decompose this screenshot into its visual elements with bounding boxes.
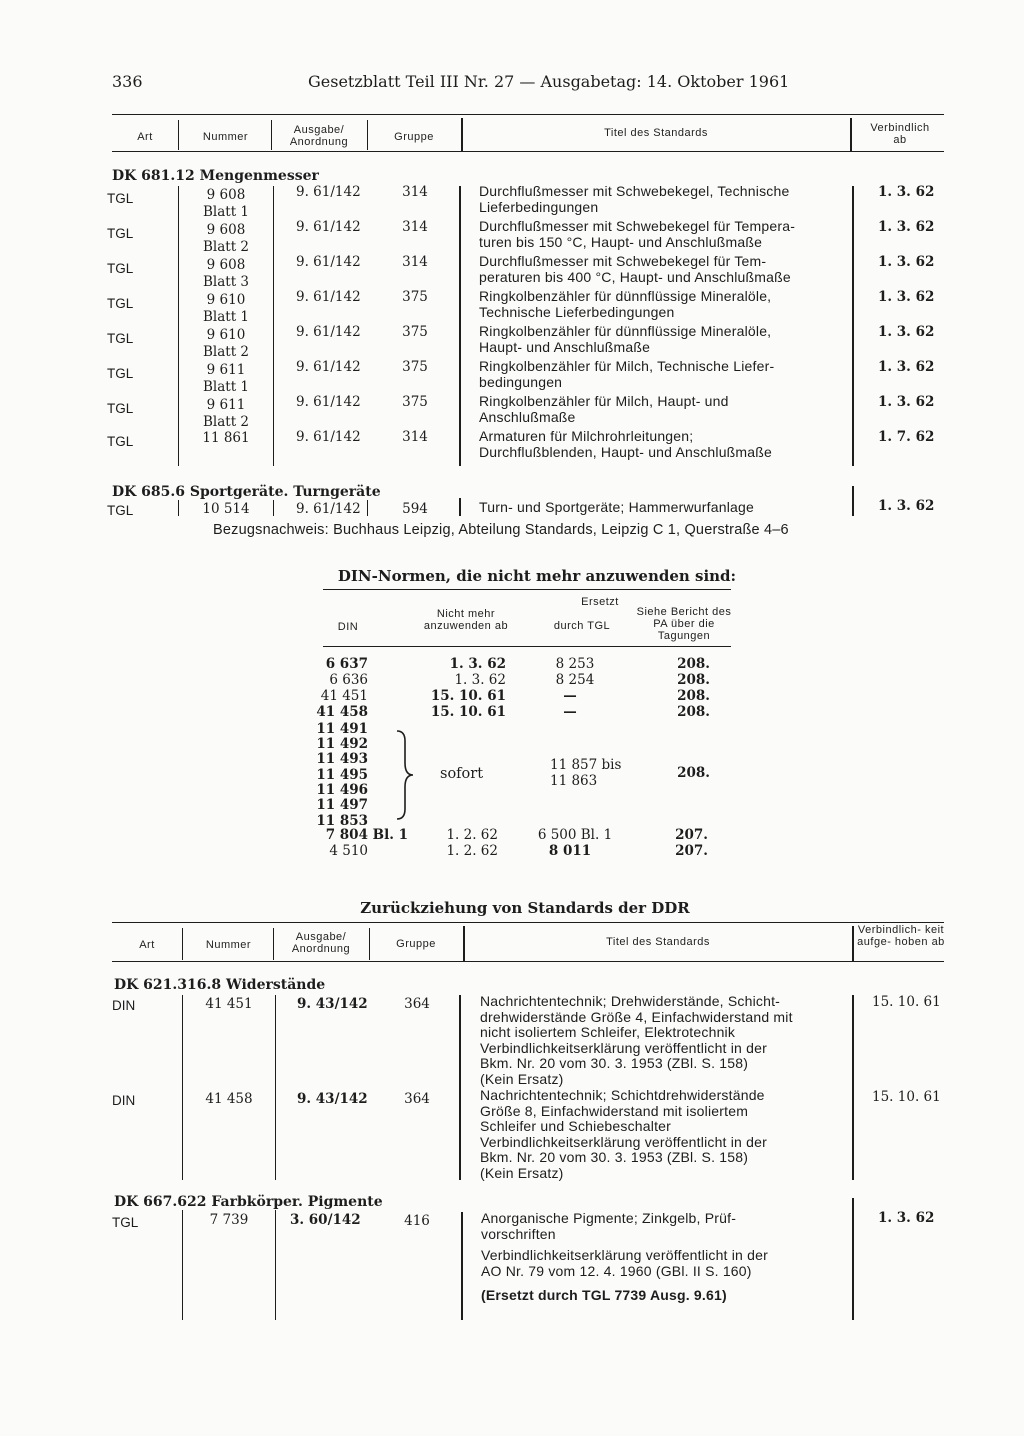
cell-titel-line: (Ersetzt durch TGL 7739 Ausg. 9.61) bbox=[481, 1287, 727, 1303]
din-group-number: 11 493 bbox=[316, 751, 368, 767]
din-cell-siehe: 207. bbox=[675, 843, 708, 859]
cell-titel-line: Armaturen für Milchrohrleitungen; bbox=[479, 428, 694, 444]
din-cell-ab: 1. 2. 62 bbox=[446, 843, 498, 859]
cell-nummer: 9 610 bbox=[206, 292, 246, 308]
cell-titel-line: bedingungen bbox=[479, 374, 563, 390]
table-row bbox=[0, 392, 1024, 428]
table-row bbox=[0, 1210, 1024, 1310]
din-cell-siehe: 208. bbox=[677, 704, 710, 720]
t2-col-header-ausgabe: Ausgabe/ Anordnung bbox=[291, 931, 351, 955]
din-cell-number: 4 510 bbox=[329, 843, 368, 859]
table2-header-divider bbox=[273, 928, 274, 960]
col-header-nummer: Nummer bbox=[202, 131, 249, 143]
table2-header-divider bbox=[852, 926, 854, 961]
cell-art: TGL bbox=[107, 366, 134, 381]
cell-titel-line: Turn- und Sportgeräte; Hammerwurfanlage bbox=[479, 499, 754, 515]
cell-titel-line: (Kein Ersatz) bbox=[480, 1164, 564, 1181]
cell-art: TGL bbox=[107, 191, 134, 206]
cell-titel-line: Durchflußmesser mit Schwebekegel, Technische bbox=[479, 183, 790, 199]
cell-ausgabe: 9. 61/142 bbox=[296, 324, 361, 340]
cell-blatt: Blatt 1 bbox=[202, 204, 250, 220]
cell-ausgabe: 9. 61/142 bbox=[296, 184, 361, 200]
cell-art: TGL bbox=[107, 401, 134, 416]
t2-col-header-nummer: Nummer bbox=[205, 939, 252, 951]
cell-art: TGL bbox=[107, 261, 134, 276]
cell-ausgabe: 9. 43/142 bbox=[297, 996, 368, 1012]
table2-header-divider bbox=[182, 928, 183, 960]
cell-nummer: 9 608 bbox=[206, 222, 246, 238]
din-col-header-ersetzt-top: Ersetzt bbox=[581, 596, 619, 608]
cell-gruppe: 375 bbox=[402, 394, 428, 410]
section-label-widerstaende: DK 621.316.8 Widerstände bbox=[114, 977, 326, 993]
cell-nummer: 9 611 bbox=[206, 397, 246, 413]
cell-art: TGL bbox=[107, 331, 134, 346]
cell-gruppe: 364 bbox=[404, 996, 430, 1012]
cell-art: TGL bbox=[107, 226, 134, 241]
t2-col-header-aufgehoben: Verbindlich- keit aufge- hoben ab bbox=[857, 924, 945, 948]
cell-nummer: 11 861 bbox=[202, 430, 250, 446]
cell-verbindlich: 1. 3. 62 bbox=[878, 254, 935, 270]
din-group-tgl: 11 863 bbox=[550, 773, 598, 789]
din-cell-tgl: — bbox=[563, 704, 577, 720]
cell-aufgehoben: 15. 10. 61 bbox=[872, 994, 941, 1010]
din-heading: DIN-Normen, die nicht mehr anzuwenden sind: bbox=[337, 567, 737, 585]
din-col-header-din: DIN bbox=[337, 621, 359, 633]
table1-header-divider bbox=[850, 118, 852, 152]
table-row bbox=[0, 217, 1024, 253]
cell-titel-line: drehwiderstände Größe 4, Einfachwiderstand mit bbox=[480, 1008, 793, 1025]
t2-col-header-gruppe: Gruppe bbox=[396, 938, 436, 950]
table-row bbox=[0, 1088, 1024, 1182]
col-header-verbindlich: Verbindlich ab bbox=[870, 122, 930, 146]
col-header-titel: Titel des Standards bbox=[604, 127, 708, 139]
table-row bbox=[0, 994, 1024, 1088]
cell-art: TGL bbox=[107, 503, 134, 518]
din-cell-tgl: 8 011 bbox=[548, 843, 592, 859]
din-col-header-ersetzt: durch TGL bbox=[553, 620, 611, 632]
cell-verbindlich: 1. 3. 62 bbox=[878, 498, 935, 514]
cell-ausgabe: 9. 61/142 bbox=[296, 289, 361, 305]
din-cell-tgl: — bbox=[563, 688, 577, 704]
brace-icon bbox=[393, 729, 417, 821]
cell-titel-line: turen bis 150 °C, Haupt- und Anschlußmaße bbox=[479, 234, 763, 250]
cell-nummer: 9 608 bbox=[206, 187, 246, 203]
section-label-sportgeraete: DK 685.6 Sportgeräte. Turngeräte bbox=[112, 484, 381, 500]
cell-titel-line: vorschriften bbox=[481, 1226, 556, 1242]
din-group-number: 11 495 bbox=[316, 767, 368, 783]
table1-header-rule bbox=[112, 151, 944, 152]
cell-nummer: 7 739 bbox=[209, 1212, 249, 1228]
cell-titel-line: Haupt- und Anschlußmaße bbox=[479, 339, 651, 355]
cell-titel-line: Bkm. Nr. 20 vom 30. 3. 1953 (ZBl. S. 158) bbox=[480, 1055, 749, 1071]
cell-ausgabe: 9. 61/142 bbox=[296, 254, 361, 270]
col-header-art: Art bbox=[137, 131, 153, 143]
cell-titel-line: Durchflußmesser mit Schwebekegel für Tem- bbox=[479, 253, 767, 269]
table-row bbox=[0, 673, 1024, 689]
cell-ausgabe: 3. 60/142 bbox=[290, 1212, 361, 1228]
cell-gruppe: 375 bbox=[402, 359, 428, 375]
table2-top-rule bbox=[112, 922, 944, 923]
din-group-number: 11 492 bbox=[316, 736, 368, 752]
din-cell-tgl: 8 254 bbox=[555, 672, 595, 688]
cell-art: DIN bbox=[112, 998, 136, 1013]
din-group-tgl: 11 857 bis bbox=[550, 757, 622, 773]
cell-verbindlich: 1. 3. 62 bbox=[878, 394, 935, 410]
cell-nummer: 41 451 bbox=[205, 996, 253, 1012]
din-col-header-nicht: Nicht mehr anzuwenden ab bbox=[423, 608, 509, 632]
cell-gruppe: 364 bbox=[404, 1091, 430, 1107]
din-cell-number: 41 458 bbox=[316, 704, 368, 720]
cell-titel-line: Verbindlichkeitserklärung veröffentlicht in der bbox=[481, 1247, 768, 1263]
cell-titel-line: Ringkolbenzähler für Milch, Technische Liefer- bbox=[479, 358, 775, 374]
table1-top-rule bbox=[112, 114, 944, 115]
cell-ausgabe: 9. 61/142 bbox=[296, 429, 361, 445]
cell-titel-line: Nachrichtentechnik; Drehwiderstände, Schicht- bbox=[480, 993, 781, 1009]
table-row bbox=[0, 844, 1024, 860]
table-row bbox=[0, 322, 1024, 358]
din-cell-number: 41 451 bbox=[320, 688, 368, 704]
cell-gruppe: 375 bbox=[402, 324, 428, 340]
cell-verbindlich: 1. 3. 62 bbox=[878, 324, 935, 340]
cell-nummer: 9 610 bbox=[206, 327, 246, 343]
cell-nummer: 41 458 bbox=[205, 1091, 253, 1107]
cell-titel-line: Bkm. Nr. 20 vom 30. 3. 1953 (ZBl. S. 158) bbox=[480, 1149, 749, 1165]
din-group-number: 11 496 bbox=[316, 782, 368, 798]
cell-verbindlich: 1. 3. 62 bbox=[878, 359, 935, 375]
t2-col-header-art: Art bbox=[139, 939, 155, 951]
table-row bbox=[0, 287, 1024, 323]
cell-art: DIN bbox=[112, 1093, 136, 1108]
cell-ausgabe: 9. 61/142 bbox=[296, 394, 361, 410]
bezugsnachweis-note: Bezugsnachweis: Buchhaus Leipzig, Abteilung Standards, Leipzig C 1, Querstraße 4–6 bbox=[213, 522, 789, 538]
cell-titel-line: Schleifer und Schiebeschalter bbox=[480, 1118, 672, 1134]
din-group-siehe: 208. bbox=[677, 765, 710, 781]
din-cell-number: 6 637 bbox=[325, 656, 368, 672]
cell-titel-line: Verbindlichkeitserklärung veröffentlicht in der bbox=[480, 1039, 767, 1056]
cell-titel-line: Lieferbedingungen bbox=[479, 199, 599, 215]
col-header-ausgabe: Ausgabe/ Anordnung bbox=[289, 124, 349, 148]
cell-gruppe: 375 bbox=[402, 289, 428, 305]
din-cell-siehe: 208. bbox=[677, 656, 710, 672]
cell-blatt: Blatt 1 bbox=[202, 379, 250, 395]
table-row bbox=[0, 498, 1024, 518]
cell-gruppe: 314 bbox=[402, 184, 428, 200]
cell-titel-line: Größe 8, Einfachwiderstand mit isoliertem bbox=[480, 1102, 749, 1119]
din-top-rule bbox=[323, 589, 731, 590]
cell-gruppe: 416 bbox=[404, 1213, 430, 1229]
din-cell-ab: 1. 2. 62 bbox=[446, 827, 498, 843]
din-cell-number: 6 636 bbox=[329, 672, 368, 688]
cell-titel-line: Anorganische Pigmente; Zinkgelb, Prüf- bbox=[481, 1210, 737, 1226]
cell-titel-line: Verbindlichkeitserklärung veröffentlicht in der bbox=[480, 1133, 767, 1150]
cell-art: TGL bbox=[107, 434, 134, 449]
din-group-number: 11 497 bbox=[316, 797, 368, 813]
cell-blatt: Blatt 2 bbox=[202, 344, 250, 360]
din-cell-tgl: 6 500 Bl. 1 bbox=[537, 827, 613, 843]
din-cell-ab: 1. 3. 62 bbox=[454, 672, 506, 688]
col-header-gruppe: Gruppe bbox=[394, 131, 434, 143]
cell-verbindlich: 1. 3. 62 bbox=[878, 184, 935, 200]
cell-titel-line: Anschlußmaße bbox=[479, 409, 576, 425]
cell-titel-line: nicht isoliertem Schleifer, Elektrotechnik bbox=[480, 1024, 736, 1040]
table1-header-divider bbox=[271, 120, 272, 150]
cell-art: TGL bbox=[107, 296, 134, 311]
din-cell-ab: 15. 10. 61 bbox=[430, 688, 506, 704]
cell-aufgehoben: 15. 10. 61 bbox=[872, 1089, 941, 1105]
din-group-number: 11 853 bbox=[316, 813, 368, 829]
table1-header-divider bbox=[178, 120, 179, 150]
cell-titel-line: Ringkolbenzähler für dünnflüssige Mineralöle, bbox=[479, 323, 772, 339]
cell-verbindlich: 1. 7. 62 bbox=[878, 429, 935, 445]
din-cell-ab: 1. 3. 62 bbox=[449, 656, 506, 672]
din-cell-tgl: 8 253 bbox=[555, 656, 595, 672]
cell-gruppe: 314 bbox=[402, 429, 428, 445]
cell-titel-line: Ringkolbenzähler für dünnflüssige Mineralöle, bbox=[479, 288, 772, 304]
table2-header-rule bbox=[112, 961, 944, 962]
cell-aufgehoben: 1. 3. 62 bbox=[878, 1210, 935, 1226]
cell-verbindlich: 1. 3. 62 bbox=[878, 219, 935, 235]
din-cell-siehe: 208. bbox=[677, 688, 710, 704]
din-group-number: 11 491 bbox=[316, 721, 368, 737]
cell-verbindlich: 1. 3. 62 bbox=[878, 289, 935, 305]
cell-ausgabe: 9. 61/142 bbox=[296, 219, 361, 235]
cell-titel-line: peraturen bis 400 °C, Haupt- und Anschlußmaße bbox=[479, 269, 791, 285]
cell-nummer: 9 611 bbox=[206, 362, 246, 378]
cell-titel-line: AO Nr. 79 vom 12. 4. 1960 (GBl. II S. 160) bbox=[481, 1263, 752, 1279]
table-row bbox=[0, 182, 1024, 218]
din-col-header-siehe: Siehe Bericht des PA über die Tagungen bbox=[636, 606, 732, 642]
cell-ausgabe: 9. 61/142 bbox=[296, 359, 361, 375]
table2-heading: Zurückziehung von Standards der DDR bbox=[360, 899, 690, 917]
table-row bbox=[0, 828, 1024, 844]
cell-blatt: Blatt 3 bbox=[202, 274, 250, 290]
cell-art: TGL bbox=[112, 1215, 139, 1230]
cell-nummer: 9 608 bbox=[206, 257, 246, 273]
cell-blatt: Blatt 2 bbox=[202, 414, 250, 430]
cell-titel-line: Ringkolbenzähler für Milch, Haupt- und bbox=[479, 393, 729, 409]
din-cell-siehe: 208. bbox=[677, 672, 710, 688]
table-row bbox=[0, 705, 1024, 721]
cell-gruppe: 314 bbox=[402, 254, 428, 270]
table-row bbox=[0, 357, 1024, 393]
cell-titel-line: Durchflußmesser mit Schwebekegel für Tempera- bbox=[479, 218, 796, 234]
page-number: 336 bbox=[112, 72, 143, 91]
din-cell-number: 7 804 Bl. 1 bbox=[325, 827, 408, 843]
cell-gruppe: 594 bbox=[402, 501, 428, 517]
section-label-farbkoerper: DK 667.622 Farbkörper. Pigmente bbox=[114, 1194, 383, 1210]
table-row bbox=[0, 252, 1024, 288]
page-title: Gesetzblatt Teil III Nr. 27 — Ausgabetag: 14. Oktober 1961 bbox=[308, 72, 790, 91]
cell-blatt: Blatt 1 bbox=[202, 309, 250, 325]
table-row bbox=[0, 689, 1024, 705]
table-row bbox=[0, 427, 1024, 463]
cell-nummer: 10 514 bbox=[202, 501, 250, 517]
cell-titel-line: Nachrichtentechnik; Schichtdrehwiderstände bbox=[480, 1087, 765, 1103]
din-header-rule bbox=[323, 646, 731, 647]
cell-ausgabe: 9. 61/142 bbox=[296, 501, 361, 517]
cell-gruppe: 314 bbox=[402, 219, 428, 235]
section-label-mengenmesser: DK 681.12 Mengenmesser bbox=[112, 168, 319, 184]
cell-ausgabe: 9. 43/142 bbox=[297, 1091, 368, 1107]
din-group-ab: sofort bbox=[440, 766, 484, 782]
din-cell-siehe: 207. bbox=[675, 827, 708, 843]
din-cell-ab: 15. 10. 61 bbox=[430, 704, 506, 720]
cell-blatt: Blatt 2 bbox=[202, 239, 250, 255]
cell-titel-line: Durchflußblenden, Haupt- und Anschlußmaße bbox=[479, 444, 773, 460]
cell-titel-line: Technische Lieferbedingungen bbox=[479, 304, 675, 320]
t2-col-header-titel: Titel des Standards bbox=[606, 936, 710, 948]
cell-titel-line: (Kein Ersatz) bbox=[480, 1070, 564, 1087]
table-row bbox=[0, 657, 1024, 673]
